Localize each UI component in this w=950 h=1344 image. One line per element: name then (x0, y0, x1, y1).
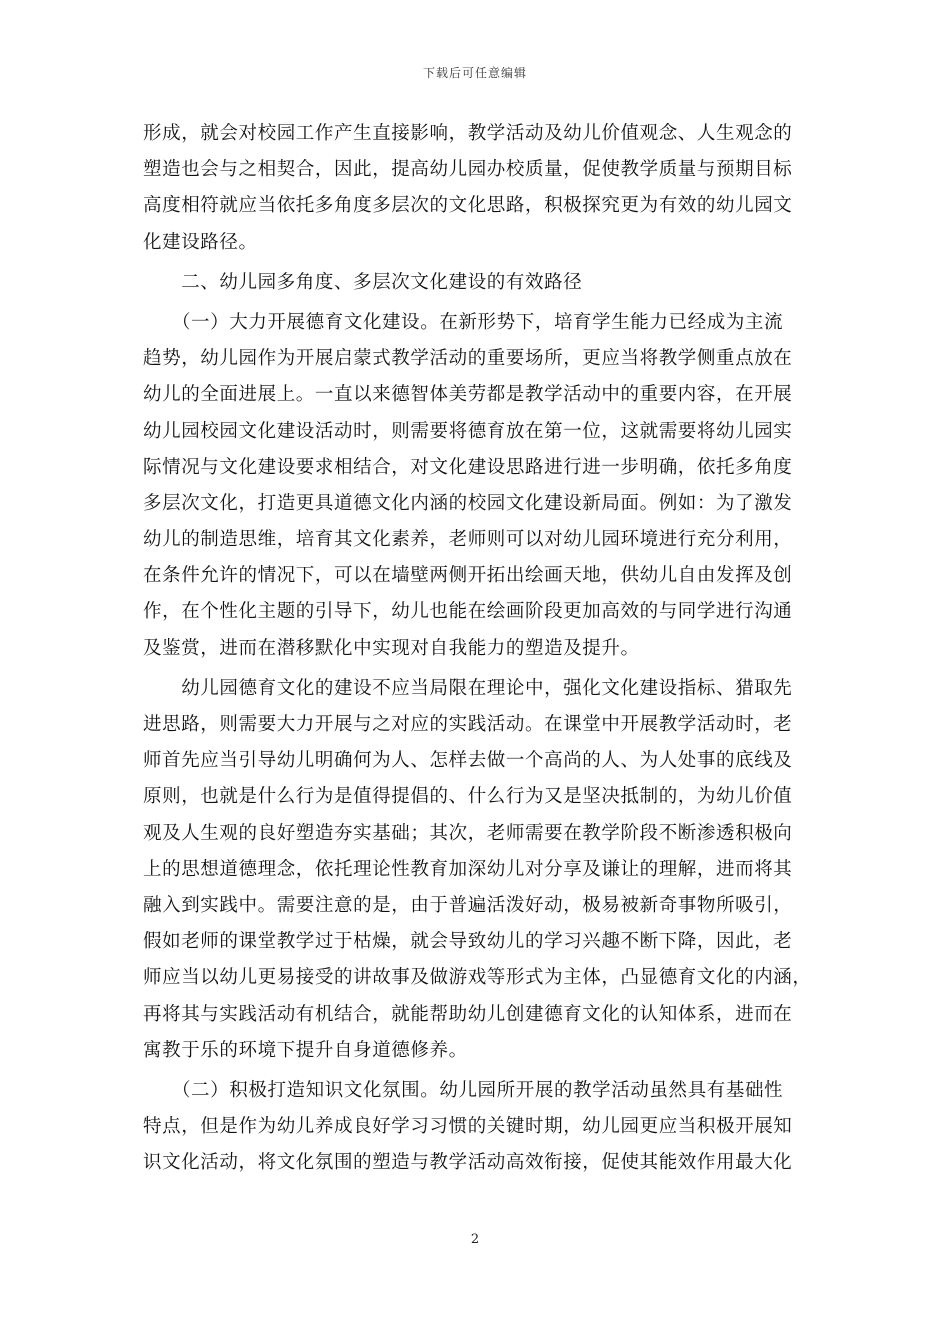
text-line: 趋势，幼儿园作为开展启蒙式教学活动的重要场所，更应当将教学侧重点放在 (143, 348, 793, 370)
text-line: 观及人生观的良好塑造夯实基础；其次，老师需要在教学阶段不断渗透积极向 (143, 822, 793, 844)
text-line: 多层次文化，打造更具道德文化内涵的校园文化建设新局面。例如：为了激发 (143, 492, 793, 514)
text-line: 形成，就会对校园工作产生直接影响，教学活动及幼儿价值观念、人生观念的 (143, 123, 793, 144)
text-line: 及鉴赏，进而在潜移默化中实现对自我能力的塑造及提升。 (143, 637, 640, 659)
text-line: 际情况与文化建设要求相结合，对文化建设思路进行进一步明确，依托多角度 (143, 456, 793, 478)
text-line: 寓教于乐的环境下提升自身道德修养。 (143, 1039, 468, 1061)
text-line: （二）积极打造知识文化氛围。幼儿园所开展的教学活动虽然具有基础性 (143, 1079, 784, 1101)
text-line: 原则，也就是什么行为是值得提倡的、什么行为又是坚决抵制的，为幼儿价值 (143, 786, 793, 808)
text-line: 师首先应当引导幼儿明确何为人、怎样去做一个高尚的人、为人处事的底线及 (143, 750, 793, 772)
text-line: 作，在个性化主题的引导下，幼儿也能在绘画阶段更加高效的与同学进行沟通 (143, 601, 793, 623)
text-line: 塑造也会与之相契合，因此，提高幼儿园办校质量，促使教学质量与预期目标 (143, 159, 793, 181)
text-line: 幼儿园德育文化的建设不应当局限在理论中，强化文化建设指标、猎取先 (143, 677, 793, 699)
text-line: 识文化活动，将文化氛围的塑造与教学活动高效衔接，促使其能效作用最大化 (143, 1152, 793, 1174)
section-heading: 二、幼儿园多角度、多层次文化建设的有效路径 (143, 271, 583, 293)
text-line: 上的思想道德理念，依托理论性教育加深幼儿对分享及谦让的理解，进而将其 (143, 858, 793, 880)
text-line: 融入到实践中。需要注意的是，由于普遍活泼好动，极易被新奇事物所吸引， (143, 894, 793, 916)
text-line: 特点，但是作为幼儿养成良好学习习惯的关键时期，幼儿园更应当积极开展知 (143, 1116, 793, 1138)
text-line: 假如老师的课堂教学过于枯燥，就会导致幼儿的学习兴趣不断下降，因此，老 (143, 931, 793, 953)
page-number: 2 (470, 1232, 480, 1247)
text-line: （一）大力开展德育文化建设。在新形势下，培育学生能力已经成为主流 (143, 311, 784, 333)
text-line: 幼儿的全面进展上。一直以来德智体美劳都是教学活动中的重要内容，在开展 (143, 384, 793, 406)
text-line: 进思路，则需要大力开展与之对应的实践活动。在课堂中开展教学活动时，老 (143, 714, 793, 735)
text-line: 化建设路径。 (143, 231, 258, 253)
text-line: 师应当以幼儿更易接受的讲故事及做游戏等形式为主体，凸显德育文化的内涵， (143, 967, 812, 989)
page-header: 下载后可任意编辑 (422, 66, 527, 80)
text-line: 在条件允许的情况下，可以在墙壁两侧开拓出绘画天地，供幼儿自由发挥及创 (143, 565, 793, 587)
text-line: 高度相符就应当依托多角度多层次的文化思路，积极探究更为有效的幼儿园文 (143, 195, 793, 217)
text-line: 幼儿的制造思维，培育其文化素养，老师则可以对幼儿园环境进行充分利用， (143, 529, 793, 551)
document-body (143, 116, 811, 1181)
text-line: 幼儿园校园文化建设活动时，则需要将德育放在第一位，这就需要将幼儿园实 (143, 420, 793, 442)
text-line: 再将其与实践活动有机结合，就能帮助幼儿创建德育文化的认知体系，进而在 (143, 1003, 793, 1025)
